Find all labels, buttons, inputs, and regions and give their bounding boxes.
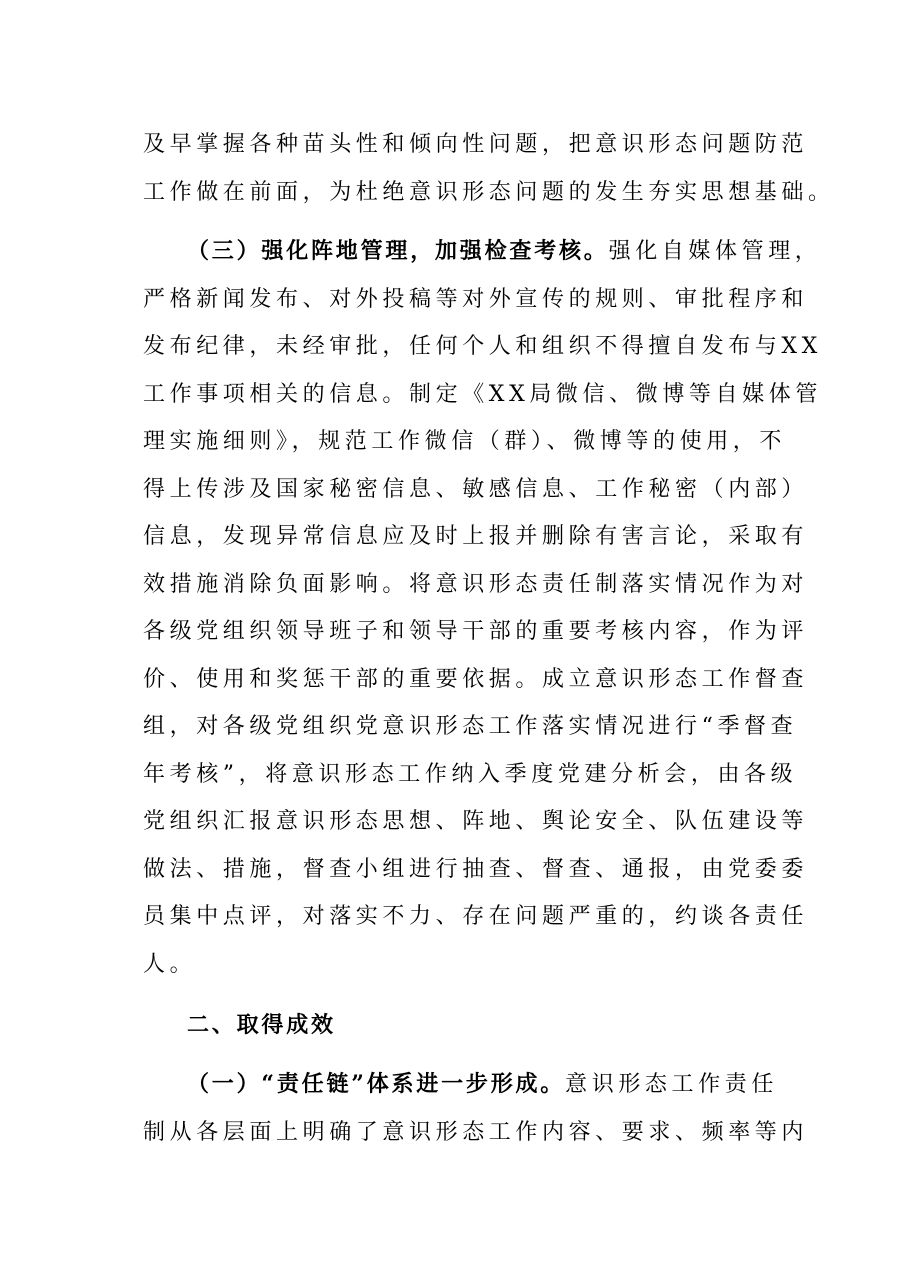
paragraph-line: 人。 (143, 951, 197, 977)
paragraph-line: 得上传涉及国家秘密信息、敏感信息、工作秘密（内部） (143, 476, 809, 502)
paragraph-line: 及早掌握各种苗头性和倾向性问题，把意识形态问题防范 (143, 132, 809, 157)
paragraph-line: 员集中点评，对落实不力、存在问题严重的，约谈各责任 (143, 904, 809, 929)
paragraph-line: 制从各层面上明确了意识形态工作内容、要求、频率等内 (143, 1119, 809, 1145)
paragraph-line: 理实施细则》，规范工作微信（群）、微博等的使用，不 (143, 429, 787, 454)
paragraph-line: 效措施消除负面影响。将意识形态责任制落实情况作为对 (143, 571, 809, 597)
paragraph-line: 工作事项相关的信息。制定《XX局微信、微博等自媒体管 (143, 381, 822, 407)
section-three-heading: （三）强化阵地管理，加强检查考核。 (187, 238, 609, 264)
section-two-heading-block (143, 1002, 783, 1050)
paragraph-line: 做法、措施，督查小组进行抽查、督查、通报，由党委委 (143, 856, 809, 882)
paragraph-line: 发布纪律，未经审批，任何个人和组织不得擅自发布与XX (143, 334, 822, 359)
paragraph-line: 党组织汇报意识形态思想、阵地、舆论安全、队伍建设等 (143, 809, 809, 834)
paragraph-line: 组，对各级党组织党意识形态工作落实情况进行“季督查 (143, 714, 798, 739)
paragraph-line: 严格新闻发布、对外投稿等对外宣传的规则、审批程序和 (143, 286, 809, 312)
section-one-paragraph (143, 1061, 809, 1156)
paragraph-line: 价、使用和奖惩干部的重要依据。成立意识形态工作督查 (143, 666, 809, 692)
section-one-heading: （一）“责任链”体系进一步形成。 (187, 1071, 566, 1097)
section-three-first-line-text: 强化自媒体管理， (608, 239, 822, 264)
section-two-heading: 二、取得成效 (187, 1012, 336, 1038)
section-three-first-line (143, 228, 822, 276)
paragraph-line: 工作做在前面，为杜绝意识形态问题的发生夯实思想基础。 (143, 179, 835, 205)
paragraph-line: 各级党组织领导班子和领导干部的重要考核内容，作为评 (143, 619, 809, 644)
section-three-paragraph (143, 228, 822, 988)
paragraph-line: 年考核”，将意识形态工作纳入季度党建分析会，由各级 (143, 761, 798, 787)
top-paragraph (143, 121, 835, 216)
section-one-first-line (143, 1061, 783, 1109)
paragraph-line: 信息，发现异常信息应及时上报并删除有害言论，采取有 (143, 524, 809, 549)
section-one-first-line-text: 意识形态工作责任 (565, 1072, 778, 1097)
